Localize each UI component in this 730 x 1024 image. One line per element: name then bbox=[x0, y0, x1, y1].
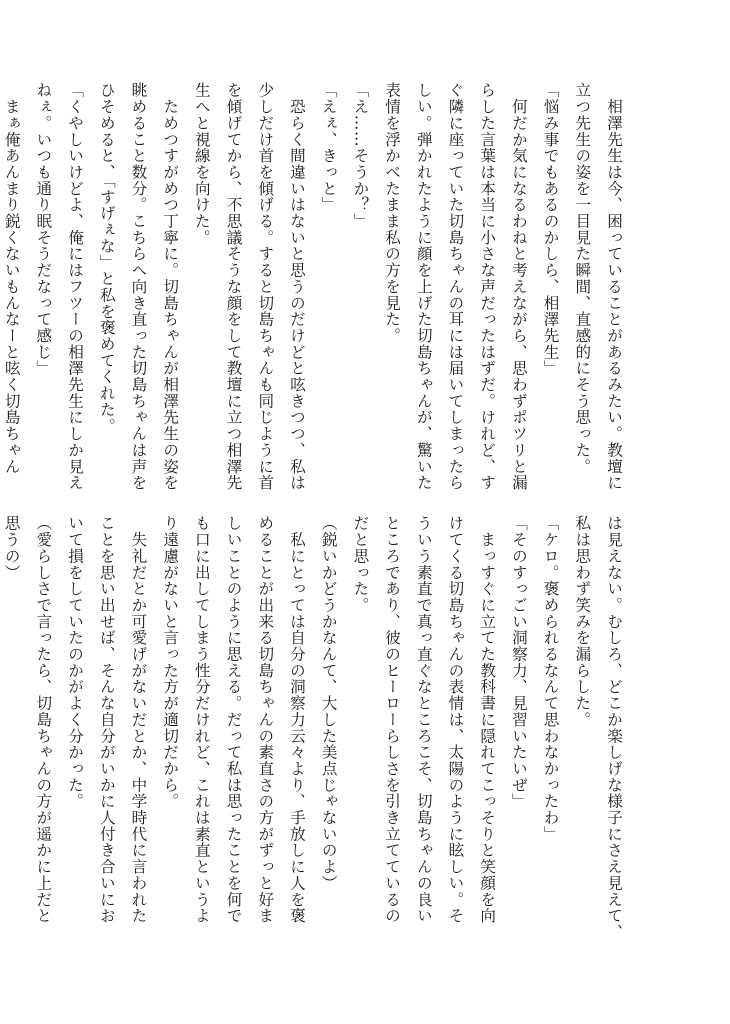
text-line: 思うの） bbox=[2, 515, 21, 581]
text-line: 私にとっては自分の洞察力云々より、手放しに人を褒 bbox=[287, 515, 306, 924]
text-line: 失礼だとか可愛げがないだとか、中学時代に言われた bbox=[129, 515, 148, 924]
text-line: （鋭いかどうかなんて、大した美点じゃないのよ） bbox=[319, 515, 338, 892]
text-line: 「悩み事でもあるのかしら、相澤先生」 bbox=[541, 82, 560, 377]
text-line: だと思った。 bbox=[351, 515, 370, 614]
text-line: 表情を浮かべたまま私の方を見た。 bbox=[383, 82, 402, 344]
text-line: ためつすがめつ丁寧に。切島ちゃんが相澤先生の姿を bbox=[161, 82, 180, 491]
text-line: も口に出してしまう性分だけれど、これは素直というよ bbox=[192, 515, 211, 924]
text-line: り遠慮がないと言った方が適切だから。 bbox=[161, 515, 180, 810]
text-line: しい。弾かれたように顔を上げた切島ちゃんが、驚いた bbox=[414, 82, 433, 491]
text-line: ねぇ。いつも通り眠そうだなって感じ」 bbox=[34, 82, 53, 377]
text-line: 「そのすっごい洞察力、見習いたいぜ」 bbox=[509, 515, 528, 810]
text-line: まぁ俺あんまり鋭くないもんなーと呟く切島ちゃん bbox=[2, 82, 21, 475]
text-line: ひそめると、「すげぇな」と私を褒めてくれた。 bbox=[97, 82, 116, 434]
text-line: は見えない。むしろ、どこか楽しげな様子にさえ見えて、 bbox=[605, 515, 623, 941]
text-line: しいことのように思える。だって私は思ったことを何で bbox=[224, 515, 243, 924]
text-line: まっすぐに立てた教科書に隠れてこっそりと笑顔を向 bbox=[478, 515, 497, 924]
text-line: 「え……そうか？」 bbox=[351, 82, 370, 230]
text-line: ぐ隣に座っていた切島ちゃんの耳には届いてしまったら bbox=[446, 82, 465, 491]
text-line: らした言葉は本当に小さな声だったはずだ。けれど、す bbox=[478, 82, 497, 491]
text-line: 相澤先生は今、困っていることがあるみたい。教壇に bbox=[605, 82, 623, 491]
upper-text-block bbox=[0, 82, 629, 502]
text-line: けてくる切島ちゃんの表情は、太陽のように眩しい。そ bbox=[446, 515, 465, 924]
text-line: 「くやしいけどよ、俺にはフツーの相澤先生にしか見え bbox=[66, 82, 85, 491]
text-line: （愛らしさで言ったら、切島ちゃんの方が遥かに上だと bbox=[34, 515, 53, 924]
text-line: ことを思い出せば、そんな自分がいかに人付き合いにお bbox=[97, 515, 116, 924]
text-line: 立つ先生の姿を一目見た瞬間、直感的にそう思った。 bbox=[573, 82, 592, 475]
text-line: 私は思わず笑みを漏らした。 bbox=[573, 515, 592, 728]
text-line: 少しだけ首を傾げる。すると切島ちゃんも同じように首 bbox=[256, 82, 275, 491]
text-line: 生へと視線を向けた。 bbox=[192, 82, 211, 246]
text-line: ういう素直で真っ直ぐなところこそ、切島ちゃんの良い bbox=[414, 515, 433, 924]
text-line: 恐らく間違いはないと思うのだけどと呟きつつ、私は bbox=[287, 82, 306, 491]
text-line: を傾げてから、不思議そうな顔をして教壇に立つ相澤先 bbox=[224, 82, 243, 491]
text-line: 眺めること数分。こちらへ向き直った切島ちゃんは声を bbox=[129, 82, 148, 491]
text-line: 何だか気になるわねと考えながら、思わずポツリと漏 bbox=[509, 82, 528, 491]
text-line: めることが出来る切島ちゃんの素直さの方がずっと好ま bbox=[256, 515, 275, 924]
text-line: いて損をしていたのかがよく分かった。 bbox=[66, 515, 85, 810]
text-line: 「ケロ。褒められるなんて思わなかったわ」 bbox=[541, 515, 560, 842]
text-line: ところであり、彼のヒーローらしさを引き立てているの bbox=[383, 515, 402, 924]
text-line: 「えぇ、きっと」 bbox=[319, 82, 338, 213]
lower-text-block bbox=[0, 515, 629, 945]
